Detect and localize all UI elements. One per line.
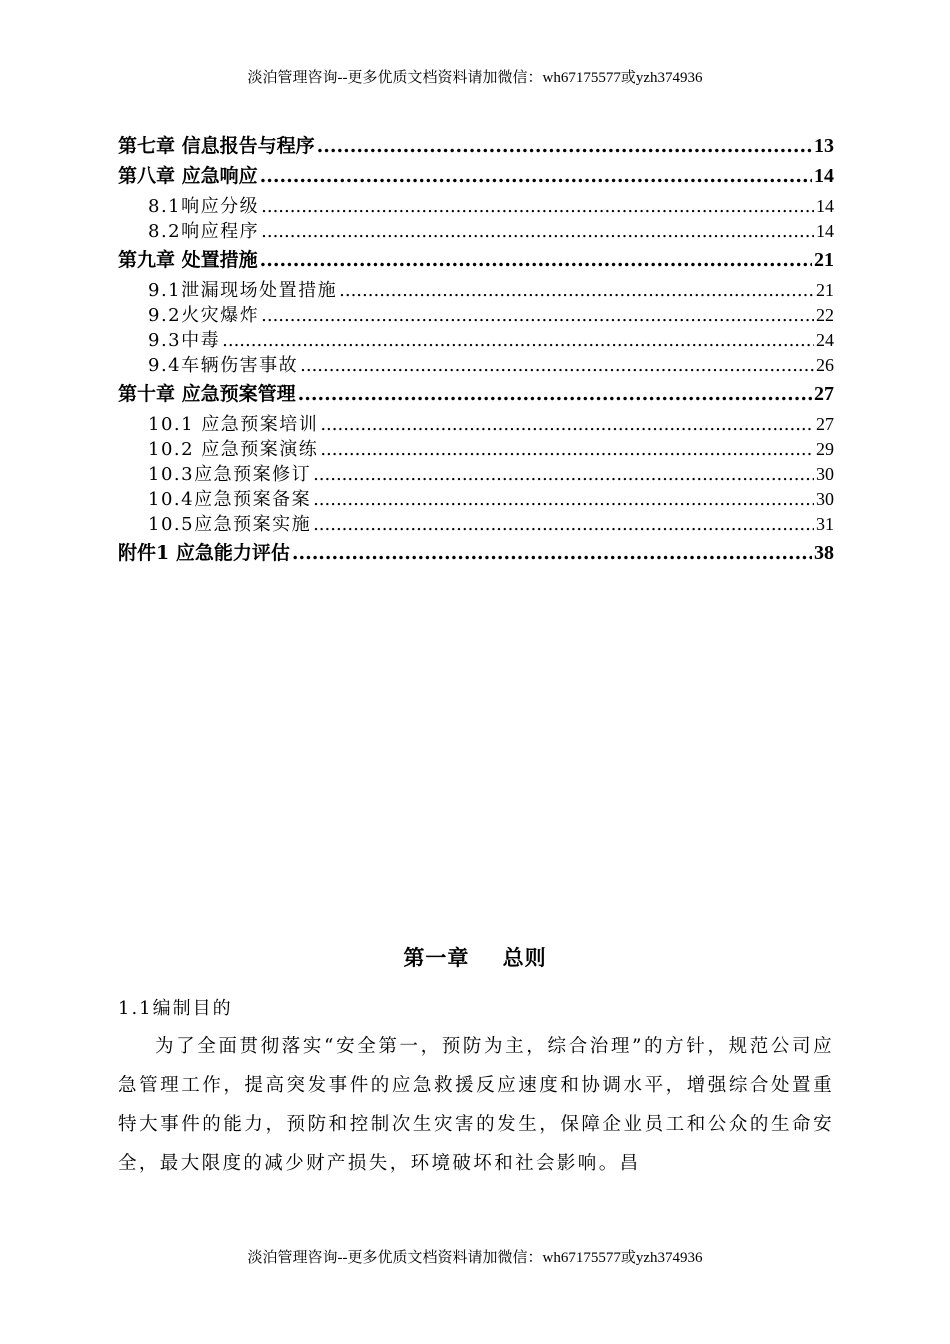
table-of-contents [118, 134, 834, 571]
chapter-title: 第一章 总则 [403, 945, 547, 970]
toc-leader [298, 382, 812, 407]
toc-entry-9-2[interactable] [118, 303, 834, 328]
toc-entry-8-2[interactable] [118, 219, 834, 244]
toc-entry-page: 14 [814, 165, 834, 187]
toc-leader [320, 437, 814, 462]
toc-entry-page: 30 [816, 489, 834, 509]
section-heading: 1.1编制目的 [118, 998, 233, 1019]
toc-entry-label: 8.2响应程序 [148, 221, 260, 242]
toc-entry-label: 10.4应急预案备案 [148, 489, 312, 510]
toc-entry-page: 26 [816, 355, 834, 375]
toc-entry-page: 38 [814, 542, 834, 564]
toc-entry-page: 21 [816, 280, 834, 300]
toc-entry-label: 9.2火灾爆炸 [148, 305, 260, 326]
toc-leader [261, 194, 814, 219]
toc-entry-chapter-8[interactable] [118, 164, 834, 189]
toc-entry-10-4[interactable] [118, 487, 834, 512]
toc-entry-page: 27 [816, 414, 834, 434]
toc-entry-9-1[interactable] [118, 278, 834, 303]
toc-leader [339, 278, 814, 303]
toc-entry-page: 24 [816, 330, 834, 350]
toc-entry-10-3[interactable] [118, 462, 834, 487]
toc-entry-page: 27 [814, 383, 834, 405]
toc-entry-appendix-1[interactable] [118, 541, 834, 566]
toc-entry-label: 10.5应急预案实施 [148, 514, 312, 535]
toc-entry-label: 10.3应急预案修订 [148, 464, 312, 485]
toc-entry-8-1[interactable] [118, 194, 834, 219]
toc-entry-page: 13 [814, 135, 834, 157]
toc-entry-label: 第七章 信息报告与程序 [118, 135, 315, 157]
page-header: 淡泊管理咨询--更多优质文档资料请加微信：wh67175577或yzh374936 [247, 70, 703, 86]
toc-entry-10-5[interactable] [118, 512, 834, 537]
toc-entry-label: 9.1泄漏现场处置措施 [148, 280, 338, 301]
toc-entry-page: 31 [816, 514, 834, 534]
toc-entry-chapter-7[interactable] [118, 134, 834, 159]
toc-entry-page: 29 [816, 439, 834, 459]
toc-leader [261, 303, 814, 328]
toc-leader [260, 164, 812, 189]
toc-entry-label: 附件1 应急能力评估 [118, 542, 290, 564]
toc-leader [261, 219, 814, 244]
toc-leader [313, 487, 814, 512]
toc-entry-label: 第十章 应急预案管理 [118, 383, 296, 405]
toc-entry-chapter-9[interactable] [118, 248, 834, 273]
toc-entry-label: 第九章 处置措施 [118, 249, 258, 271]
toc-entry-9-4[interactable] [118, 353, 834, 378]
toc-leader [260, 248, 812, 273]
toc-entry-chapter-10[interactable] [118, 382, 834, 407]
toc-entry-9-3[interactable] [118, 328, 834, 353]
toc-entry-label: 第八章 应急响应 [118, 165, 258, 187]
body-paragraph: 为了全面贯彻落实“安全第一，预防为主，综合治理”的方针，规范公司应急管理工作，提高突发事件的应急救援反应速度和协调水平，增强综合处置重特大事件的能力，预防和控制次生灾害的发生，保障企业员工和公众的生命安全，最大限度的减少财产损失，环境破坏和社会影响。昌 [118, 1036, 834, 1174]
toc-entry-page: 14 [816, 221, 834, 241]
toc-entry-page: 22 [816, 305, 834, 325]
toc-leader [222, 328, 814, 353]
toc-entry-label: 9.4车辆伤害事故 [148, 355, 299, 376]
toc-entry-page: 21 [814, 249, 834, 271]
toc-leader [313, 512, 814, 537]
toc-entry-label: 10.1 应急预案培训 [148, 414, 319, 435]
toc-leader [292, 541, 812, 566]
toc-leader [317, 134, 812, 159]
toc-leader [300, 353, 814, 378]
toc-entry-10-1[interactable] [118, 412, 834, 437]
toc-entry-label: 10.2 应急预案演练 [148, 439, 319, 460]
toc-leader [320, 412, 814, 437]
toc-entry-page: 30 [816, 464, 834, 484]
toc-entry-label: 9.3中毒 [148, 330, 221, 351]
toc-entry-page: 14 [816, 196, 834, 216]
toc-leader [313, 462, 814, 487]
page-footer: 淡泊管理咨询--更多优质文档资料请加微信：wh67175577或yzh374936 [247, 1250, 703, 1266]
toc-entry-label: 8.1响应分级 [148, 196, 260, 217]
toc-entry-10-2[interactable] [118, 437, 834, 462]
